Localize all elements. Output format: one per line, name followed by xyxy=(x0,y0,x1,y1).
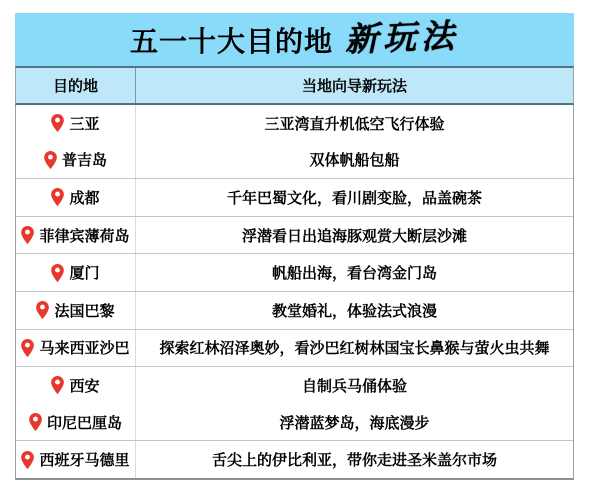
location-pin-icon xyxy=(21,339,34,357)
destination-label: 西安 xyxy=(69,377,100,395)
location-pin-icon xyxy=(51,188,64,206)
activity-cell: 帆船出海，看台湾金门岛 xyxy=(271,265,437,283)
destination-label: 菲律宾薄荷岛 xyxy=(39,227,130,245)
activity-cell: 教堂婚礼，体验法式浪漫 xyxy=(271,302,437,320)
destination-cell xyxy=(16,105,136,142)
banner xyxy=(15,13,574,66)
table-row xyxy=(16,178,573,216)
table-row xyxy=(16,440,573,478)
table-row xyxy=(16,142,573,179)
activity-cell: 三亚湾直升机低空飞行体验 xyxy=(264,115,445,133)
activity-cell: 舌尖上的伊比利亚，带你走进圣米盖尔市场 xyxy=(211,452,497,470)
table-row xyxy=(16,253,573,291)
location-pin-icon xyxy=(21,226,34,244)
destination-label: 厦门 xyxy=(69,265,100,283)
page-title-accent: 新玩法 xyxy=(344,16,460,59)
location-pin-icon xyxy=(51,376,64,394)
table-body xyxy=(15,105,574,480)
table-row xyxy=(16,366,573,404)
destination-cell xyxy=(16,254,136,291)
destination-label: 西班牙马德里 xyxy=(39,452,130,470)
destination-label: 印尼巴厘岛 xyxy=(46,414,122,432)
destination-label: 马来西亚沙巴 xyxy=(39,340,130,358)
location-pin-icon xyxy=(51,114,64,132)
location-pin-icon xyxy=(44,151,57,169)
page-title: 五一十大目的地 xyxy=(129,25,333,57)
location-pin-icon xyxy=(21,451,34,469)
destination-cell xyxy=(16,217,136,254)
destination-cell xyxy=(16,142,136,179)
destination-cell xyxy=(16,441,136,478)
destination-cell xyxy=(16,330,136,367)
activity-cell: 浮潜看日出追海豚观赏大断层沙滩 xyxy=(241,227,467,245)
destination-label: 三亚 xyxy=(69,115,100,133)
location-pin-icon xyxy=(29,413,42,431)
destination-label: 法国巴黎 xyxy=(54,302,115,320)
activity-cell: 双体帆船包船 xyxy=(309,152,400,170)
table-row xyxy=(16,216,573,254)
table-header-row xyxy=(15,66,574,105)
location-pin-icon xyxy=(36,301,49,319)
activity-cell: 自制兵马俑体验 xyxy=(301,377,407,395)
activity-cell: 千年巴蜀文化，看川剧变脸，品盖碗茶 xyxy=(226,189,482,207)
activity-cell: 浮潜蓝梦岛，海底漫步 xyxy=(279,414,430,432)
destination-cell xyxy=(16,367,136,404)
destination-cell xyxy=(16,179,136,216)
table-row xyxy=(16,105,573,142)
destinations-table xyxy=(15,13,574,480)
column-header-activity: 当地向导新玩法 xyxy=(301,78,407,95)
destination-label: 成都 xyxy=(69,189,100,207)
column-header-destination: 目的地 xyxy=(16,68,136,103)
activity-cell: 探索红林沼泽奥妙，看沙巴红树林国宝长鼻猴与萤火虫共舞 xyxy=(159,340,550,358)
destination-cell xyxy=(16,404,136,441)
table-row xyxy=(16,329,573,367)
table-row xyxy=(16,404,573,441)
location-pin-icon xyxy=(51,264,64,282)
destination-cell xyxy=(16,292,136,329)
destination-label: 普吉岛 xyxy=(61,152,107,170)
table-row xyxy=(16,291,573,329)
